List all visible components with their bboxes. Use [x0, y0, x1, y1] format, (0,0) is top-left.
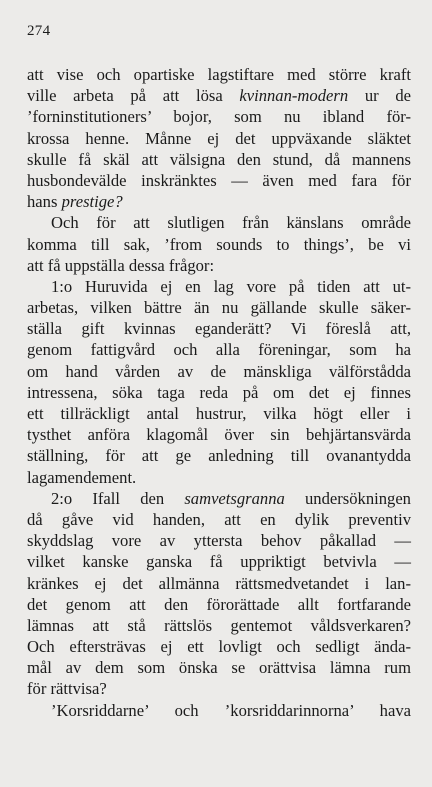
text-line	[27, 149, 411, 170]
text-line	[27, 403, 411, 424]
line-text: ställning, för att ge anledning till ovanantydda	[27, 446, 411, 466]
italic-text: prestige?	[61, 192, 123, 212]
line-text: om hand vården av de mänskliga välförståddа	[27, 361, 411, 381]
line-text: ’Korsriddarne’ och ’korsriddarinnorna’ hava	[51, 700, 411, 720]
text-line	[27, 573, 411, 594]
text-line	[27, 106, 411, 127]
line-text: lagamendement.	[27, 467, 137, 487]
text-line	[27, 234, 411, 255]
line-text: 2:o Ifall den	[51, 488, 185, 508]
text-line	[27, 170, 411, 191]
line-text: genom fattigvård och alla föreningar, som ha	[27, 340, 411, 360]
text-line	[27, 382, 411, 403]
paragraph	[27, 276, 411, 488]
paragraph	[27, 64, 411, 212]
text-line	[27, 488, 411, 509]
text-line	[27, 255, 411, 276]
line-text: ’forninstitutioners’ bojor, som nu ibland för-	[27, 107, 411, 127]
text-line	[27, 700, 411, 721]
text-line	[27, 551, 411, 572]
text-line	[27, 509, 411, 530]
text-line	[27, 361, 411, 382]
page-number: 274	[27, 23, 51, 39]
text-line	[27, 636, 411, 657]
paragraph	[27, 212, 411, 276]
text-line	[27, 85, 411, 106]
italic-text: samvetsgranna	[184, 488, 285, 508]
text-line	[27, 297, 411, 318]
text-line	[27, 530, 411, 551]
line-text: tysthet anföra klagomål över sin behjärtansvärda	[27, 425, 411, 445]
text-line	[27, 128, 411, 149]
line-text: hans	[27, 192, 62, 212]
line-text: ställa gift kvinnas eganderätt? Vi föreslå att,	[27, 319, 411, 339]
line-text: ur de	[348, 86, 411, 106]
text-line	[27, 191, 411, 212]
line-text: det genom att den förorättade allt fortfarande	[27, 594, 411, 614]
line-text: lämnas att stå rättslös gentemot våldsverkaren?	[27, 615, 411, 635]
line-text: undersökningen	[284, 488, 411, 508]
paragraph	[27, 700, 411, 721]
text-line	[27, 467, 411, 488]
line-text: för rättvisa?	[27, 679, 107, 699]
line-text: krossa henne. Månne ej det uppväxande släktet	[27, 128, 411, 148]
line-text: att få uppställa dessa frågor:	[27, 255, 215, 275]
text-line	[27, 445, 411, 466]
line-text: ville arbeta på att lösa	[27, 86, 240, 106]
line-text: skyddslag vore av yttersta behov påkallad —	[27, 531, 411, 551]
line-text: då gåve vid handen, att en dylik preventiv	[27, 509, 411, 529]
line-text: arbetas, vilken bättre än nu gällande skulle säker-	[27, 298, 411, 318]
line-text: 1:o Huruvida ej en lag vore på tiden att ut-	[51, 276, 411, 296]
line-text: intressena, söka taga reda på om det ej finnes	[27, 382, 411, 402]
paragraph	[27, 488, 411, 700]
line-text: vilket kanske ganska få uppriktigt betvivla —	[27, 552, 411, 572]
body-text	[27, 64, 411, 721]
line-text: skulle få skäl att välsigna den stund, då mannens	[27, 149, 411, 169]
text-line	[27, 424, 411, 445]
line-text: Och eftersträvas ej ett lovligt och sedligt ända-	[27, 637, 411, 657]
text-line	[27, 64, 411, 85]
text-line	[27, 594, 411, 615]
text-line	[27, 339, 411, 360]
italic-text: kvinnan-modern	[239, 86, 349, 106]
line-text: mål av dem som önska se orättvisa lämna rum	[27, 658, 411, 678]
text-line	[27, 615, 411, 636]
line-text: husbondevälde inskränktes — även med fara för	[27, 170, 411, 190]
line-text: komma till sak, ’from sounds to things’, be vi	[27, 234, 411, 254]
line-text: Och för att slutligen från känslans område	[51, 213, 411, 233]
text-line	[27, 276, 411, 297]
text-line	[27, 678, 411, 699]
text-line	[27, 318, 411, 339]
line-text: ett tillräckligt antal hustrur, vilka högt eller i	[27, 404, 411, 423]
line-text: kränkes ej det allmänna rättsmedvetandet i lan-	[27, 573, 411, 593]
text-line	[27, 657, 411, 678]
line-text: att vise och opartiske lagstiftare med större kraft	[27, 65, 411, 84]
text-line	[27, 212, 411, 233]
